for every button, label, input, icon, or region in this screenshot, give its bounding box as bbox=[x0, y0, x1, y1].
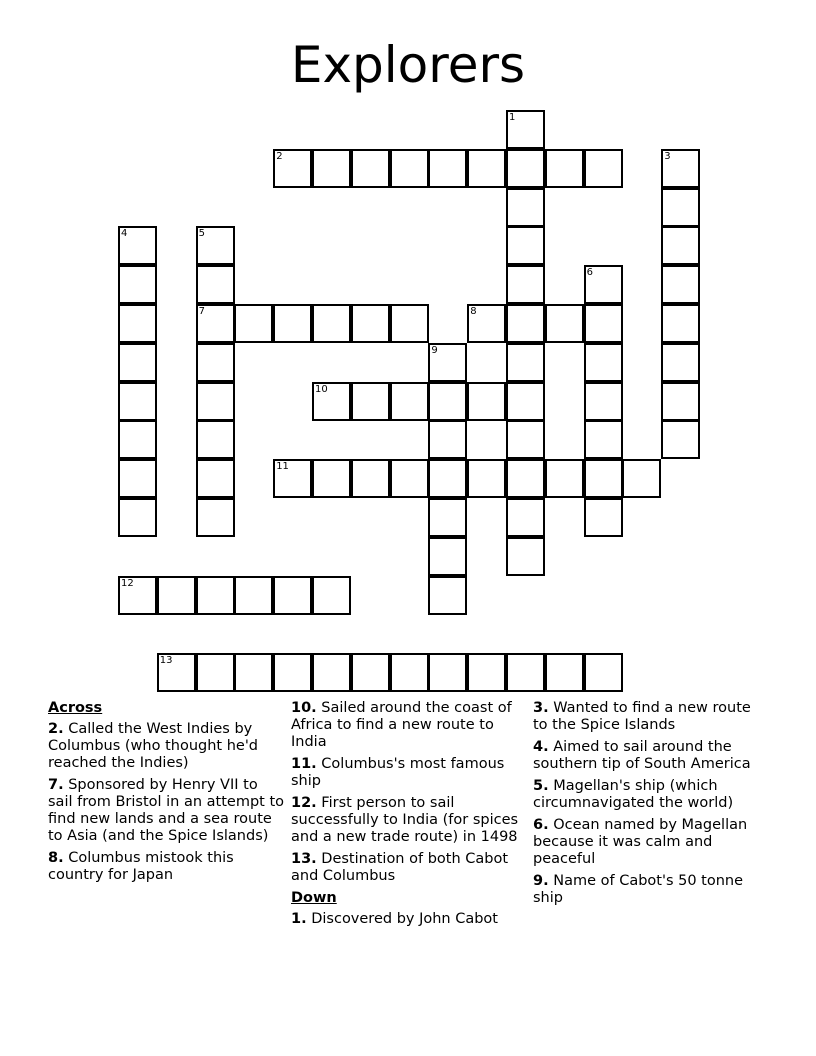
grid-cell[interactable] bbox=[506, 459, 545, 498]
grid-cell[interactable] bbox=[273, 576, 312, 615]
grid-cell[interactable] bbox=[584, 265, 623, 304]
grid-cell[interactable] bbox=[661, 188, 700, 227]
grid-cell[interactable] bbox=[584, 653, 623, 692]
cell-number: 4 bbox=[121, 228, 128, 240]
grid-cell[interactable] bbox=[234, 653, 273, 692]
grid-cell[interactable] bbox=[506, 420, 545, 459]
grid-cell[interactable] bbox=[312, 149, 351, 188]
grid-cell[interactable] bbox=[273, 653, 312, 692]
grid-cell[interactable] bbox=[545, 304, 584, 343]
grid-cell[interactable] bbox=[273, 149, 312, 188]
grid-cell[interactable] bbox=[428, 459, 467, 498]
grid-cell[interactable] bbox=[584, 498, 623, 537]
grid-cell[interactable] bbox=[196, 420, 235, 459]
grid-cell[interactable] bbox=[506, 343, 545, 382]
clue-text: Sponsored by Henry VII to sail from Bristol in an attempt to find new lands and a sea route to Asia (and the Spice Islands) bbox=[48, 777, 285, 844]
clue bbox=[533, 873, 769, 907]
grid-cell[interactable] bbox=[428, 149, 467, 188]
grid-cell[interactable] bbox=[118, 304, 157, 343]
clue-text: Columbus's most famous ship bbox=[291, 756, 505, 789]
clue-number: 1. bbox=[291, 911, 307, 927]
clue-number: 7. bbox=[48, 777, 64, 793]
clue-number: 3. bbox=[533, 700, 549, 716]
grid-cell[interactable] bbox=[428, 576, 467, 615]
grid-cell[interactable] bbox=[118, 420, 157, 459]
grid-cell[interactable] bbox=[584, 459, 623, 498]
page-title: Explorers bbox=[290, 36, 526, 94]
clue-text: Destination of both Cabot and Columbus bbox=[291, 851, 509, 884]
grid-cell[interactable] bbox=[506, 498, 545, 537]
cell-number: 12 bbox=[121, 577, 134, 589]
clue-text: Aimed to sail around the southern tip of South America bbox=[533, 739, 751, 772]
cell-number: 7 bbox=[198, 306, 205, 317]
grid-cell[interactable] bbox=[467, 382, 506, 421]
grid-cell[interactable] bbox=[234, 304, 273, 343]
grid-cell[interactable] bbox=[467, 653, 506, 692]
clue-text: Sailed around the coast of Africa to find a new route to India bbox=[291, 700, 512, 750]
grid-cell[interactable] bbox=[506, 188, 545, 227]
grid-cell[interactable] bbox=[196, 265, 235, 304]
clue bbox=[291, 911, 527, 928]
grid-cell[interactable] bbox=[118, 459, 157, 498]
clue bbox=[533, 700, 769, 734]
grid-cell[interactable] bbox=[312, 304, 351, 343]
clue-number: 9. bbox=[533, 873, 549, 889]
cell-number: 13 bbox=[159, 655, 173, 667]
cell-number: 10 bbox=[315, 383, 328, 395]
grid-cell[interactable] bbox=[390, 459, 429, 498]
cell-number: 3 bbox=[664, 150, 671, 162]
grid-cell[interactable] bbox=[273, 304, 312, 343]
clue bbox=[48, 777, 284, 845]
grid-cell[interactable] bbox=[661, 304, 700, 343]
grid-cell[interactable] bbox=[506, 226, 545, 265]
grid-cell[interactable] bbox=[506, 304, 545, 343]
grid-cell[interactable] bbox=[584, 149, 623, 188]
grid-cell[interactable] bbox=[584, 304, 623, 343]
cell-number: 2 bbox=[276, 150, 283, 162]
grid-cell[interactable] bbox=[506, 110, 545, 149]
grid-cell[interactable] bbox=[196, 576, 235, 615]
clue-number: 6. bbox=[533, 817, 549, 833]
grid-cell[interactable] bbox=[196, 459, 235, 498]
grid-cell[interactable] bbox=[118, 343, 157, 382]
grid-cell[interactable] bbox=[234, 576, 273, 615]
cell-number: 5 bbox=[198, 228, 205, 240]
grid-cell[interactable] bbox=[584, 382, 623, 421]
cell-number: 8 bbox=[470, 306, 477, 317]
grid-cell[interactable] bbox=[312, 576, 351, 615]
grid-cell[interactable] bbox=[428, 382, 467, 421]
grid-cell[interactable] bbox=[312, 459, 351, 498]
grid-cell[interactable] bbox=[351, 653, 390, 692]
grid-cell[interactable] bbox=[661, 343, 700, 382]
grid-cell[interactable] bbox=[351, 149, 390, 188]
clue-section-heading: Across bbox=[48, 700, 103, 716]
grid-cell[interactable] bbox=[196, 226, 235, 265]
grid-cell[interactable] bbox=[312, 653, 351, 692]
grid-cell[interactable] bbox=[118, 265, 157, 304]
clue bbox=[291, 795, 527, 846]
grid-cell[interactable] bbox=[118, 498, 157, 537]
grid-cell[interactable] bbox=[196, 304, 235, 343]
grid-cell[interactable] bbox=[622, 459, 661, 498]
clue-number: 8. bbox=[48, 850, 64, 866]
clue-number: 2. bbox=[48, 721, 64, 737]
clue-number: 10. bbox=[291, 700, 317, 716]
clue bbox=[291, 700, 527, 751]
clue-text: Name of Cabot's 50 tonne ship bbox=[533, 873, 744, 906]
clue-column-3 bbox=[533, 700, 769, 912]
grid-cell[interactable] bbox=[467, 304, 506, 343]
grid-cell[interactable] bbox=[467, 149, 506, 188]
grid-cell[interactable] bbox=[118, 576, 157, 615]
grid-cell[interactable] bbox=[661, 226, 700, 265]
clue-number: 11. bbox=[291, 756, 317, 772]
grid-cell[interactable] bbox=[118, 382, 157, 421]
grid-cell[interactable] bbox=[584, 343, 623, 382]
grid-cell[interactable] bbox=[196, 498, 235, 537]
grid-cell[interactable] bbox=[545, 653, 584, 692]
cell-number: 6 bbox=[586, 267, 593, 279]
clue-text: Wanted to find a new route to the Spice Islands bbox=[533, 700, 751, 733]
grid-cell[interactable] bbox=[506, 537, 545, 576]
grid-cell[interactable] bbox=[467, 459, 506, 498]
grid-cell[interactable] bbox=[390, 382, 429, 421]
clue-column-2 bbox=[291, 700, 527, 933]
grid-cell[interactable] bbox=[506, 265, 545, 304]
clue bbox=[48, 721, 284, 772]
clue bbox=[291, 756, 527, 790]
grid-cell[interactable] bbox=[506, 382, 545, 421]
clue-number: 4. bbox=[533, 739, 549, 755]
clue bbox=[291, 851, 527, 885]
grid-cell[interactable] bbox=[196, 382, 235, 421]
grid-cell[interactable] bbox=[584, 420, 623, 459]
grid-cell[interactable] bbox=[428, 653, 467, 692]
grid-cell[interactable] bbox=[428, 343, 467, 382]
cell-number: 11 bbox=[276, 461, 289, 473]
clue-text: Magellan's ship (which circumnavigated the world) bbox=[533, 778, 734, 811]
grid-cell[interactable] bbox=[351, 382, 390, 421]
grid-cell[interactable] bbox=[661, 382, 700, 421]
grid-cell[interactable] bbox=[157, 576, 196, 615]
grid-cell[interactable] bbox=[196, 343, 235, 382]
clue-text: First person to sail successfully to India (for spices and a new trade route) in 1498 bbox=[291, 795, 519, 845]
grid-cell[interactable] bbox=[390, 653, 429, 692]
clue-section-heading: Down bbox=[291, 890, 337, 906]
clue-text: Ocean named by Magellan because it was calm and peaceful bbox=[533, 817, 748, 867]
grid-cell[interactable] bbox=[118, 226, 157, 265]
grid-cell[interactable] bbox=[545, 459, 584, 498]
grid-cell[interactable] bbox=[545, 149, 584, 188]
grid-cell[interactable] bbox=[661, 265, 700, 304]
clue-number: 5. bbox=[533, 778, 549, 794]
grid-cell[interactable] bbox=[351, 304, 390, 343]
grid-cell[interactable] bbox=[506, 149, 545, 188]
grid-cell[interactable] bbox=[390, 304, 429, 343]
clue-text: Discovered by John Cabot bbox=[306, 911, 498, 927]
clue bbox=[533, 817, 769, 868]
clue bbox=[533, 778, 769, 812]
clue bbox=[533, 739, 769, 773]
clue-number: 13. bbox=[291, 851, 317, 867]
clue-text: Called the West Indies by Columbus (who thought he'd reached the Indies) bbox=[48, 721, 259, 771]
grid-cell[interactable] bbox=[506, 653, 545, 692]
clue-column-1 bbox=[48, 700, 284, 889]
grid-cell[interactable] bbox=[661, 149, 700, 188]
grid-cell[interactable] bbox=[273, 459, 312, 498]
cell-number: 9 bbox=[431, 344, 438, 356]
grid-cell[interactable] bbox=[312, 382, 351, 421]
clue bbox=[48, 850, 284, 884]
clue-number: 12. bbox=[291, 795, 317, 811]
grid-cell[interactable] bbox=[428, 498, 467, 537]
grid-cell[interactable] bbox=[428, 420, 467, 459]
grid-cell[interactable] bbox=[196, 653, 235, 692]
grid-cell[interactable] bbox=[390, 149, 429, 188]
cell-number: 1 bbox=[509, 112, 516, 123]
grid-cell[interactable] bbox=[351, 459, 390, 498]
clue-text: Columbus mistook this country for Japan bbox=[48, 850, 234, 883]
grid-cell[interactable] bbox=[157, 653, 196, 692]
grid-cell[interactable] bbox=[428, 537, 467, 576]
grid-cell[interactable] bbox=[661, 420, 700, 459]
